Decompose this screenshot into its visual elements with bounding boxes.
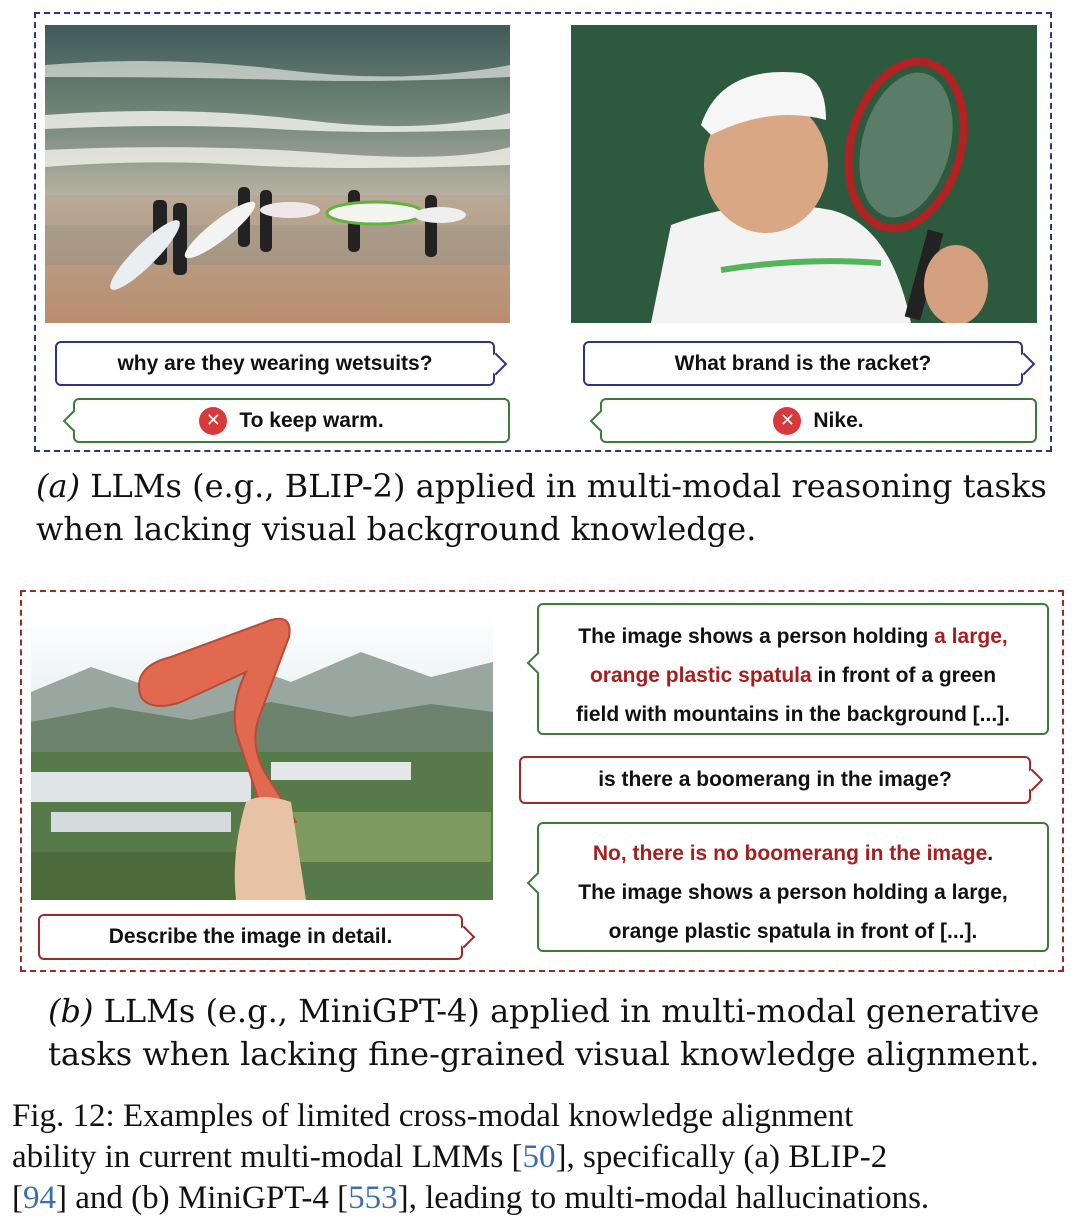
question-bubble-wetsuits [55,341,495,386]
answer-bubble-nike [600,398,1037,443]
error-x-icon: ✕ [199,407,227,435]
response-text: The image shows a person holding a large, [578,881,1008,904]
question-bubble-boomerang [519,756,1031,804]
caption-label: (b) [48,992,94,1030]
boomerang-photo [31,612,493,900]
answer-text: To keep warm. [239,408,384,432]
answer-bubble-warm [73,398,510,443]
caption-line: LLMs (e.g., BLIP-2) applied in multi-modal reasoning tasks [90,467,1047,505]
question-bubble-racket [583,341,1023,386]
figure-caption-text: [ [12,1180,23,1216]
tennis-player-photo [571,25,1037,323]
answer-text: Nike. [813,408,864,432]
figure-caption-text: ] and (b) MiniGPT-4 [ [56,1180,349,1216]
caption-a [36,465,1056,551]
figure-caption-line: Fig. 12: Examples of limited cross-modal knowledge alignment [12,1098,854,1134]
citation-link[interactable]: 50 [522,1139,556,1175]
caption-line: LLMs (e.g., MiniGPT-4) applied in multi-modal generative [103,992,1040,1030]
citation-link[interactable]: 553 [348,1180,398,1216]
figure-caption [12,1096,1072,1219]
response-bubble-boomerang [537,822,1049,952]
error-x-icon: ✕ [773,407,801,435]
hallucinated-text: orange plastic spatula [589,664,812,687]
response-text: field with mountains in the background [...]. [576,703,1010,726]
figure-caption-text: ], leading to multi-modal hallucinations. [397,1180,930,1216]
citation-link[interactable]: 94 [23,1180,56,1216]
hallucinated-text: a large, [934,625,1008,648]
caption-line: when lacking visual background knowledge. [36,510,757,548]
caption-b [48,990,1058,1076]
surfers-beach-photo [45,25,510,323]
response-text: orange plastic spatula in front of [...]. [608,920,978,943]
question-text: What brand is the racket? [674,351,932,375]
figure-caption-text: ], specifically (a) BLIP-2 [555,1139,888,1175]
question-bubble-describe [38,914,463,960]
question-text: is there a boomerang in the image? [598,768,952,791]
caption-line: tasks when lacking fine-grained visual knowledge alignment. [48,1035,1040,1073]
response-text: in front of a green [811,664,997,687]
response-text: . [987,842,994,865]
question-text: Describe the image in detail. [108,925,393,948]
question-text: why are they wearing wetsuits? [117,351,433,375]
response-bubble-description [537,603,1049,735]
figure-caption-text: ability in current multi-modal LMMs [ [12,1139,523,1175]
hallucinated-text: No, there is no boomerang in the image [592,842,988,865]
caption-label: (a) [36,467,81,505]
response-text: The image shows a person holding [578,625,935,648]
